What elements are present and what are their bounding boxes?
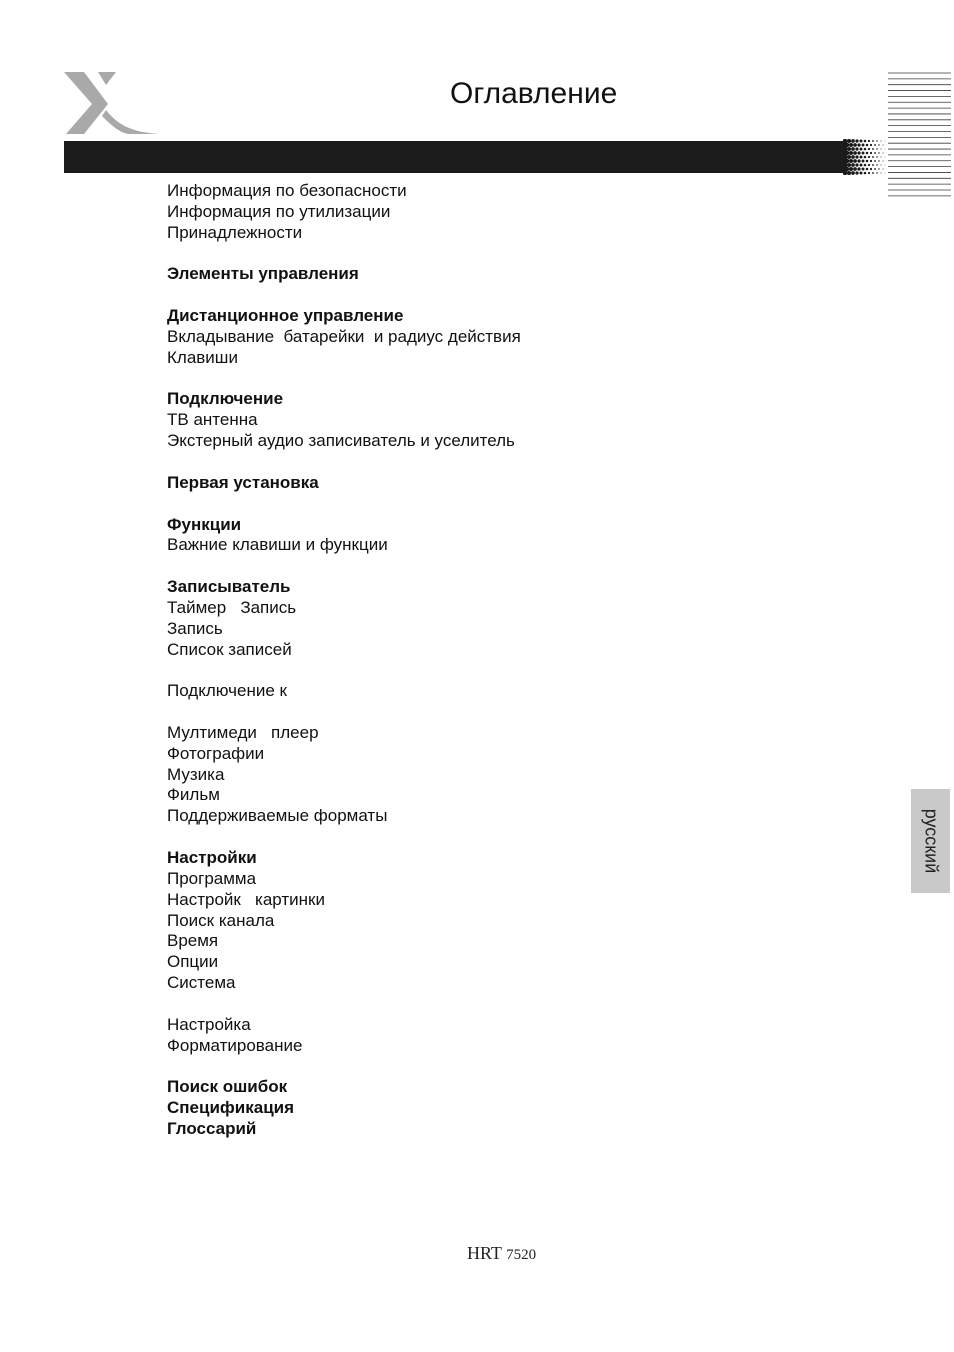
toc-spacer (167, 702, 767, 723)
toc-entry: Принадлежности (167, 222, 303, 242)
toc-spacer (167, 285, 767, 306)
toc-section-heading: Функции (167, 514, 242, 534)
toc-entry: Таймер Запись (167, 597, 297, 617)
toc-spacer (167, 994, 767, 1015)
toc-entry: Список записей (167, 639, 292, 659)
toc-section-heading: Глоссарий (167, 1118, 257, 1138)
language-tab (911, 789, 950, 893)
toc-entry: Настройка (167, 1014, 251, 1034)
toc-entry: Система (167, 973, 236, 993)
toc-entry: Фильм (167, 785, 220, 805)
toc-entry: Музика (167, 764, 225, 784)
x-brand-logo-icon (62, 70, 162, 136)
halftone-dots-decoration (843, 139, 887, 175)
toc-entry: Фотографии (167, 743, 265, 763)
toc-section-heading: Подключение (167, 389, 284, 409)
model-number: 7520 (506, 1247, 537, 1263)
toc-entry: Настройк картинки (167, 889, 325, 909)
table-of-contents (167, 181, 767, 1140)
stripes-decoration (888, 72, 951, 200)
toc-entry: Опции (167, 952, 219, 972)
toc-entry: Важние клавиши и функции (167, 535, 388, 555)
toc-section-heading: Спецификация (167, 1098, 295, 1118)
toc-entry: Информация по безопасности (167, 181, 407, 200)
header-bar (64, 141, 847, 173)
toc-entry: ТВ антенна (167, 410, 258, 430)
toc-spacer (167, 660, 767, 681)
toc-spacer (167, 369, 767, 390)
toc-section-heading: Записыватель (167, 577, 291, 597)
toc-entry: Информация по утилизации (167, 201, 391, 221)
toc-entry: Подключение к (167, 681, 287, 701)
toc-spacer (167, 452, 767, 473)
toc-section-heading: Элементы управления (167, 264, 359, 284)
toc-spacer (167, 494, 767, 515)
toc-spacer (167, 827, 767, 848)
model-name: HRT (467, 1243, 502, 1263)
toc-entry: Запись (167, 618, 223, 638)
page-title: Оглавление (450, 77, 618, 110)
toc-entry: Вкладывание батарейки и радиус действия (167, 326, 521, 346)
toc-entry: Форматирование (167, 1035, 303, 1055)
toc-entry: Мултимеди плеер (167, 722, 319, 742)
toc-entry: Время (167, 931, 219, 951)
toc-entry: Экстерный аудио записиватель и уселитель (167, 431, 515, 451)
toc-spacer (167, 1056, 767, 1077)
toc-entry: Поиск канала (167, 910, 275, 930)
toc-entry: Клавиши (167, 347, 238, 367)
toc-section-heading: Дистанционное управление (167, 306, 404, 326)
toc-entry: Программа (167, 868, 257, 888)
toc-spacer (167, 244, 767, 265)
toc-section-heading: Поиск ошибок (167, 1077, 288, 1097)
language-tab-label: русский (921, 808, 941, 874)
toc-section-heading: Первая установка (167, 472, 319, 492)
toc-section-heading: Настройки (167, 848, 257, 867)
toc-spacer (167, 556, 767, 577)
footer-model (467, 1243, 536, 1264)
toc-entry: Поддерживаемые форматы (167, 806, 388, 826)
